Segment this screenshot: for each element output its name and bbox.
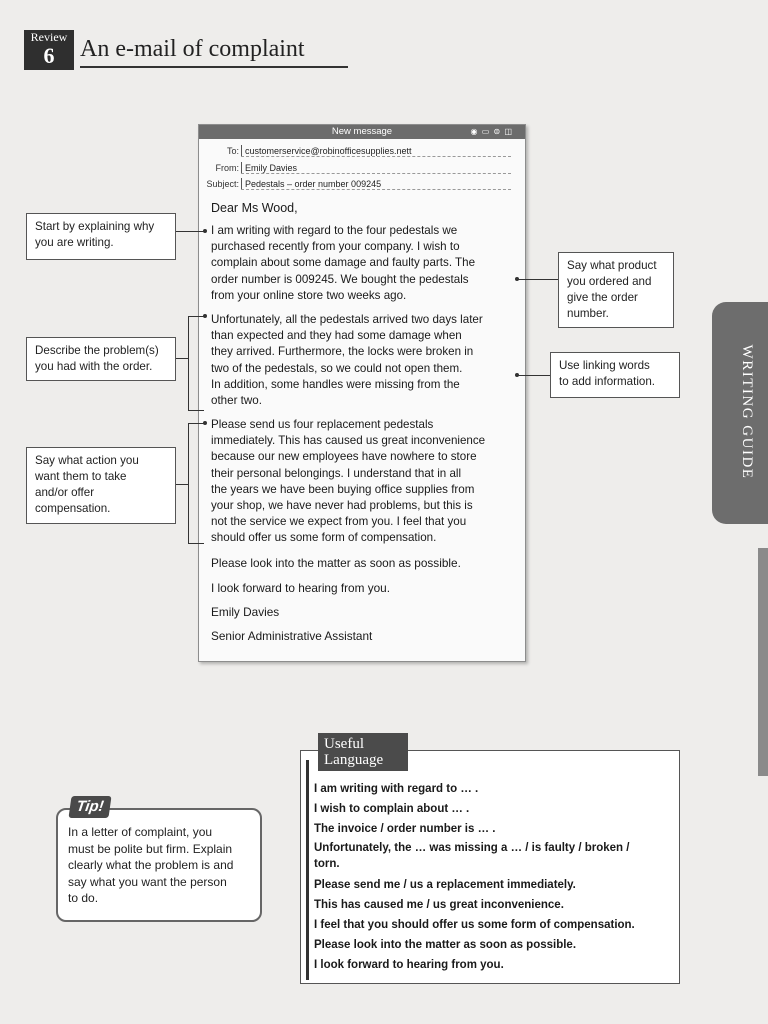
phrase-item: The invoice / order number is … . xyxy=(314,823,496,836)
to-label: To: xyxy=(226,146,239,156)
phrase-item: I look forward to hearing from you. xyxy=(314,959,504,972)
email-closing-line: I look forward to hearing from you. xyxy=(211,581,391,595)
note-say-action: Say what action you want them to take and/or offer compensation. xyxy=(26,447,176,524)
email-window-title: New message xyxy=(331,126,393,137)
connector-line xyxy=(176,231,204,232)
email-paragraph-1: I am writing with regard to the four pedestals we purchased recently from your company. I wish to complain about some damage and faulty parts. The order number is 009245. We bought the pedestals from your online store two weeks ago. xyxy=(211,224,476,302)
connector-line xyxy=(188,543,204,544)
phrase-item: I am writing with regard to … . xyxy=(314,783,479,795)
connector-bracket xyxy=(188,316,189,410)
writing-guide-tab[interactable] xyxy=(712,302,768,524)
useful-language-list xyxy=(314,779,635,976)
email-signature-name: Emily Davies xyxy=(211,605,280,619)
title-underline xyxy=(80,66,348,68)
note-product-order: Say what product you ordered and give the order number. xyxy=(558,252,674,328)
phrase-item: Please send me / us a replacement immediately. xyxy=(314,878,576,891)
to-field[interactable]: customerservice@robinofficesupplies.nett xyxy=(241,145,412,157)
connector-line xyxy=(188,316,204,317)
phrase-item: I feel that you should offer us some form of compensation. xyxy=(314,919,635,932)
subject-field-line xyxy=(241,189,511,190)
useful-language-label: Useful Language xyxy=(318,733,408,771)
page-title: An e-mail of complaint xyxy=(80,36,305,62)
subject-label: Subject: xyxy=(206,179,239,189)
window-controls-icon[interactable]: ◉ ▭ ⊜ ◫ xyxy=(470,127,513,136)
useful-language-bar xyxy=(306,760,309,980)
connector-line xyxy=(518,375,550,376)
connector-dot xyxy=(203,314,207,318)
phrase-item: This has caused me / us great inconvenience. xyxy=(314,898,564,911)
to-field-line xyxy=(241,156,511,157)
subject-field[interactable]: Pedestals – order number 009245 xyxy=(241,178,381,190)
email-paragraph-3: Please send us four replacement pedestals immediately. This has caused us great inconvenience because our new employees have nowhere to store their personal belongings. I understand that in all the years we have been buying office supplies from your shop, we have never had problems, but this is not the service we expect from you. I feel that you should offer us some form of compensation. xyxy=(211,418,486,545)
connector-line xyxy=(188,423,204,424)
from-label: From: xyxy=(215,163,239,173)
page-edge-strip xyxy=(758,548,768,776)
note-describe-problem: Describe the problem(s) you had with the order. xyxy=(26,337,176,381)
email-title-bar xyxy=(199,125,525,139)
email-signature-title: Senior Administrative Assistant xyxy=(211,629,373,643)
phrase-item: Unfortunately, the … was missing a … / is faulty / broken / torn. xyxy=(314,841,630,870)
note-explain-why: Start by explaining why you are writing. xyxy=(26,213,176,260)
connector-dot xyxy=(203,229,207,233)
from-field-line xyxy=(241,173,511,174)
tip-text: In a letter of complaint, you must be polite but firm. Explain clearly what the problem is and say what you want the person to do. xyxy=(68,825,234,905)
email-greeting: Dear Ms Wood, xyxy=(211,201,298,215)
review-number: 6 xyxy=(43,43,55,68)
connector-line xyxy=(176,358,188,359)
note-linking-words: Use linking words to add information. xyxy=(550,352,680,398)
phrase-item: Please look into the matter as soon as possible. xyxy=(314,939,577,952)
writing-guide-label: WRITING GUIDE xyxy=(739,344,755,480)
connector-dot xyxy=(203,421,207,425)
connector-bracket xyxy=(188,423,189,543)
connector-line xyxy=(176,484,188,485)
email-paragraph-2: Unfortunately, all the pedestals arrived two days later than expected and they had some damage when they arrived. Furthermore, the locks were broken in two of the pedestals, so we could not open them. In addition, some handles were missing from the other two. xyxy=(211,313,483,408)
connector-line xyxy=(518,279,558,280)
from-field[interactable]: Emily Davies xyxy=(241,162,297,174)
email-request-line: Please look into the matter as soon as possible. xyxy=(211,556,461,570)
phrase-item: I wish to complain about … . xyxy=(314,803,470,816)
review-label: Review xyxy=(30,30,68,44)
connector-line xyxy=(188,410,204,411)
review-badge xyxy=(24,30,74,70)
tip-label: Tip! xyxy=(68,796,111,818)
